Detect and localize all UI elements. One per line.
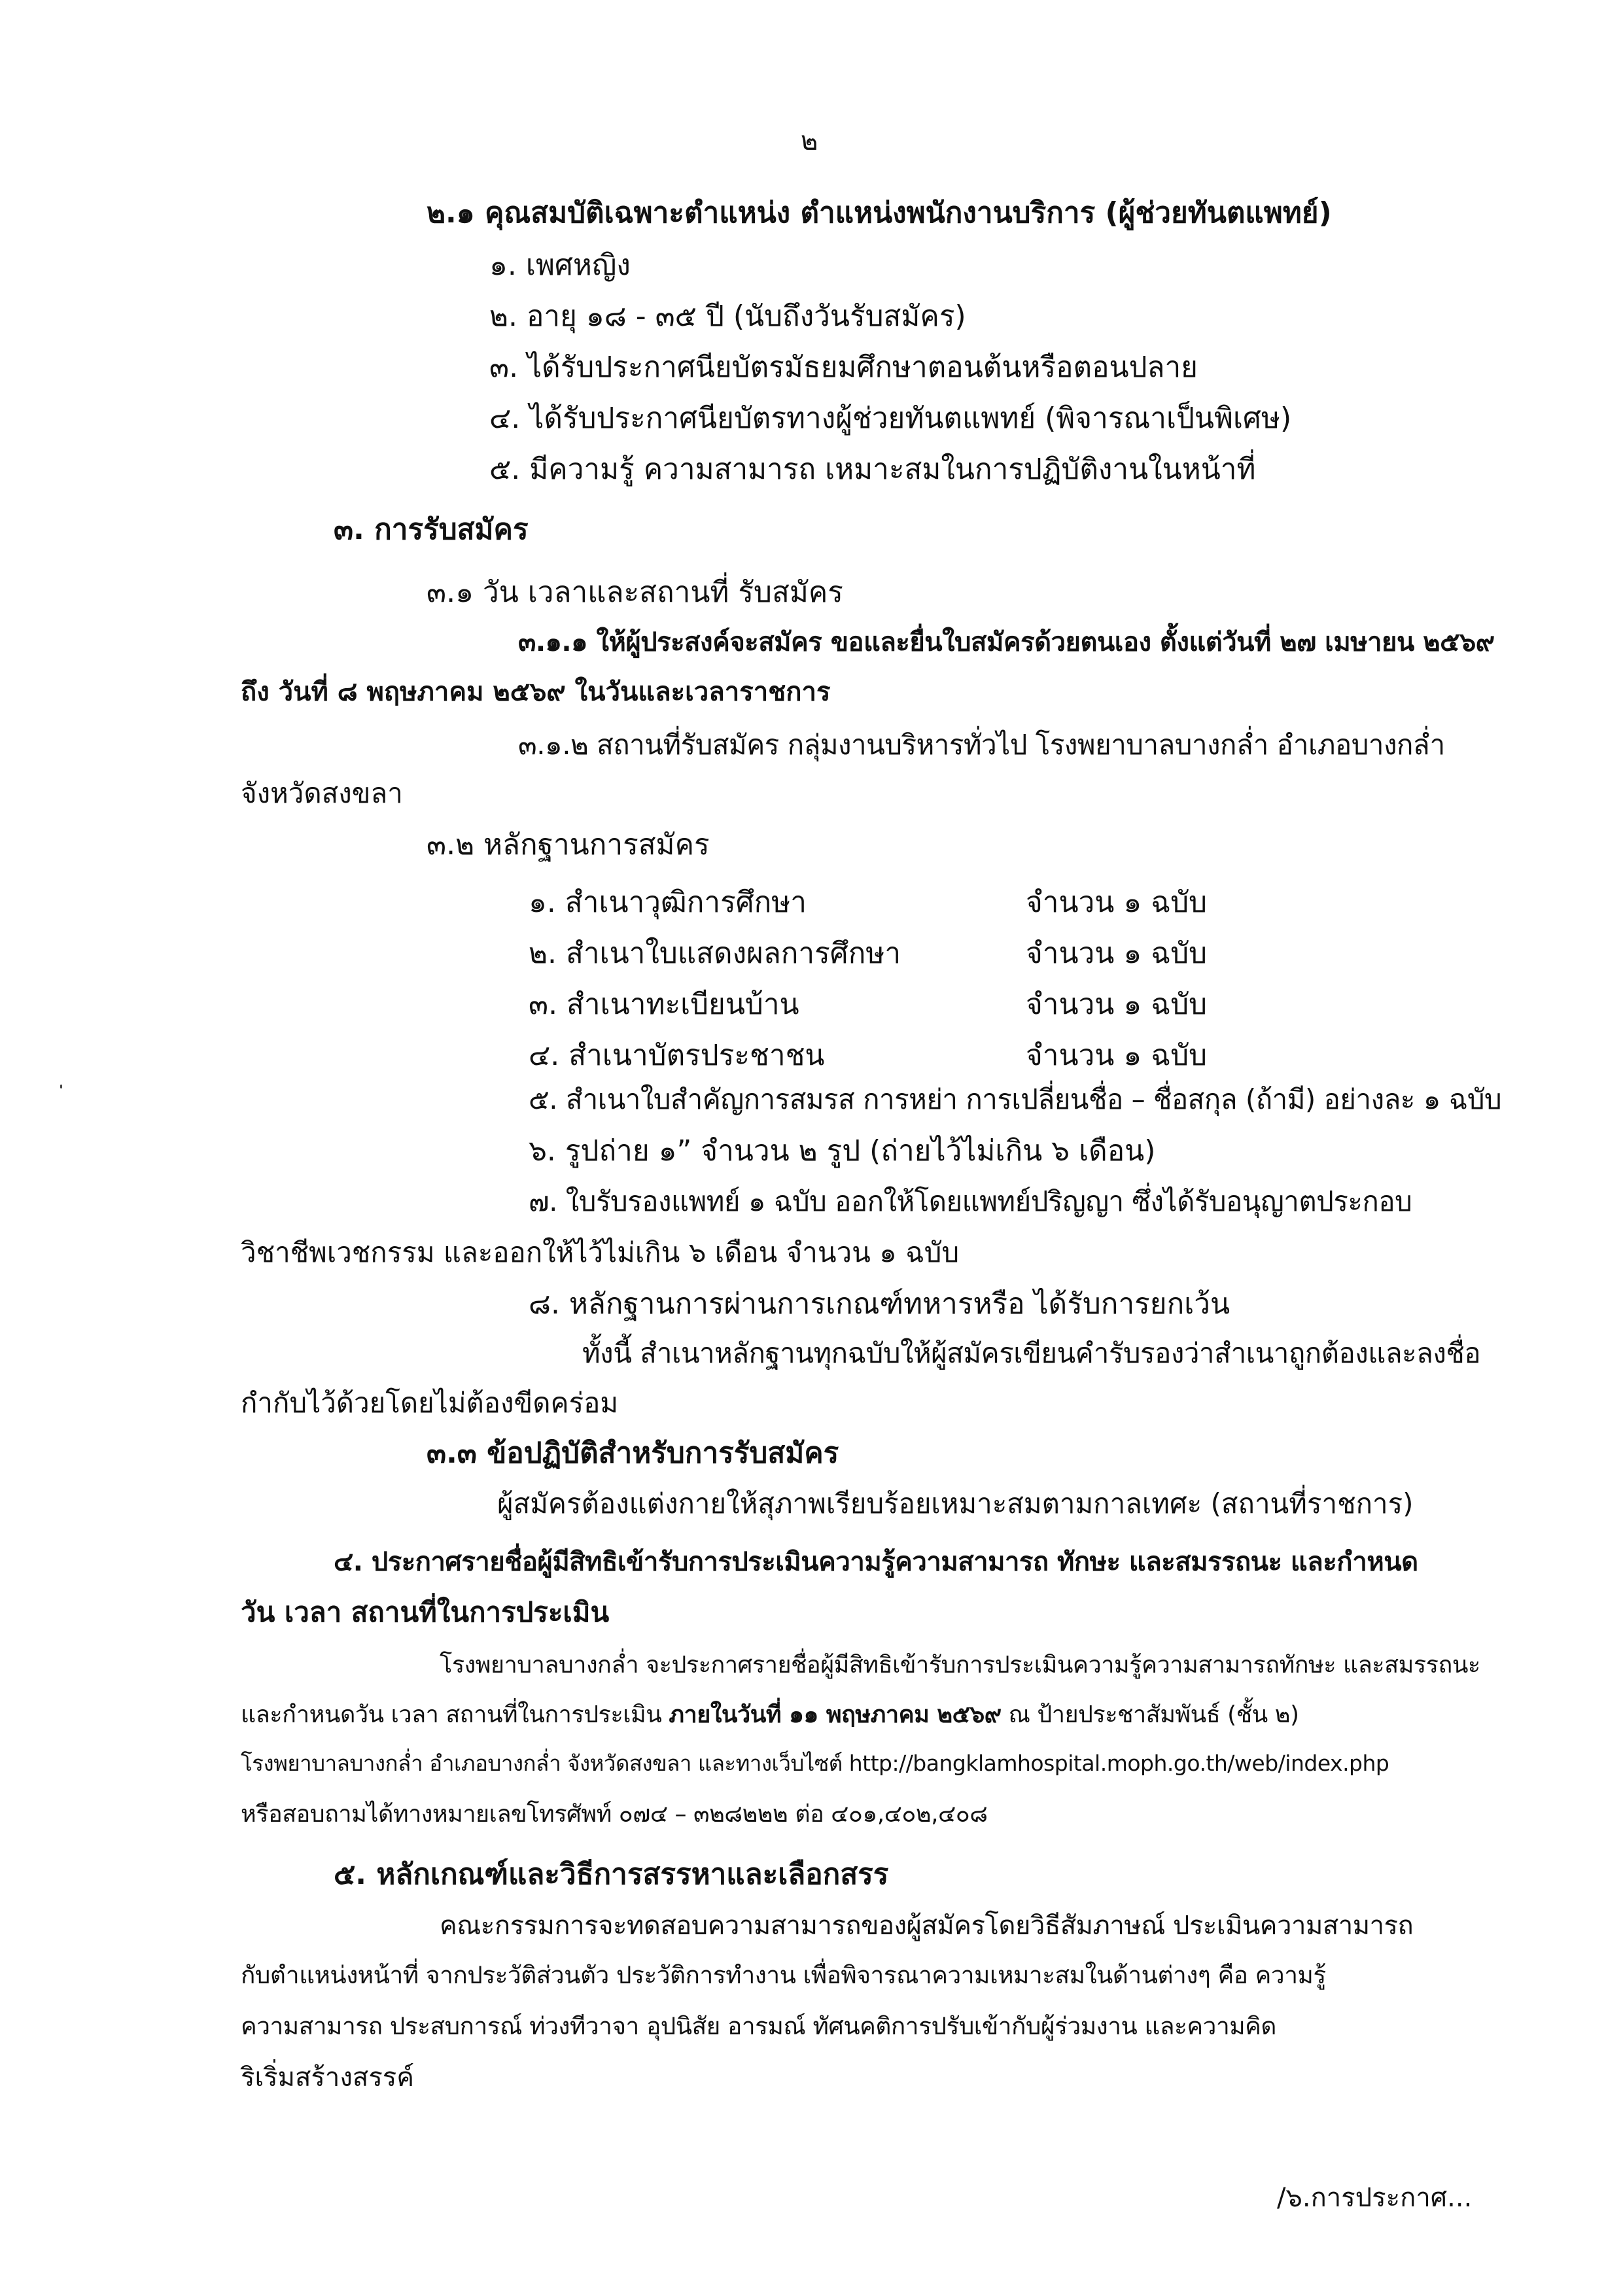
section-5-paragraph-line-1: คณะกรรมการจะทดสอบความสามารถของผู้สมัครโดยวิธีสัมภาษณ์ ประเมินความสามารถ [440,1911,1414,1941]
section-5-heading: ๕. หลักเกณฑ์และวิธีการสรรหาและเลือกสรร [334,1858,889,1891]
certification-note-line-1: ทั้งนี้ สำเนาหลักฐานทุกฉบับให้ผู้สมัครเขียนคำรับรองว่าสำเนาถูกต้องและลงชื่อ [582,1337,1481,1369]
certification-note-line-2: กำกับไว้ด้วยโดยไม่ต้องขีดคร่อม [241,1387,619,1419]
section-3-1-1-line-1: ๓.๑.๑ ให้ผู้ประสงค์จะสมัคร ขอและยื่นใบสมัครด้วยตนเอง ตั้งแต่วันที่ ๒๗ เมษายน ๒๕๖๙ [518,627,1495,657]
copy-item-label: ๓. สำเนาทะเบียนบ้าน [529,988,799,1021]
copy-item-count: จำนวน ๑ ฉบับ [1026,1039,1208,1072]
section-4-paragraph-line-4: หรือสอบถามได้ทางหมายเลขโทรศัพท์ ๐๗๔ – ๓๒๘๒๒๒ ต่อ ๔๐๑,๔๐๒,๔๐๘ [241,1801,988,1828]
section-3-3-text: ผู้สมัครต้องแต่งกายให้สุภาพเรียบร้อยเหมาะสมตามกาลเทศะ (สถานที่ราชการ) [497,1487,1414,1520]
copy-item-label: ๔. สำเนาบัตรประชาชน [529,1039,825,1072]
qualification-3: ๓. ได้รับประกาศนียบัตรมัธยมศึกษาตอนต้นหรือตอนปลาย [489,351,1198,384]
document-6: ๖. รูปถ่าย ๑” จำนวน ๒ รูป (ถ่ายไว้ไม่เกิน ๖ เดือน) [529,1134,1156,1168]
section-4-heading-line-2: วัน เวลา สถานที่ในการประเมิน [241,1596,610,1628]
section-4-paragraph-line-2 [241,1701,1299,1729]
speck-mark [60,1085,62,1088]
paragraph-text: ณ ป้ายประชาสัมพันธ์ (ชั้น ๒) [1001,1701,1299,1728]
section-4-paragraph-line-3: โรงพยาบาลบางกล่ำ อำเภอบางกล่ำ จังหวัดสงขลา และทางเว็บไซต์ http://bangklamhospital.moph.go.th/web/index.php [241,1750,1389,1776]
copy-item-count: จำนวน ๑ ฉบับ [1026,886,1208,919]
section-5-paragraph-line-3: ความสามารถ ประสบการณ์ ท่วงทีวาจา อุปนิสัย อารมณ์ ทัศนคติการปรับเข้ากับผู้ร่วมงาน และความคิด [241,2012,1276,2040]
section-4-heading-line-1: ๔. ประกาศรายชื่อผู้มีสิทธิเข้ารับการประเมินความรู้ความสามารถ ทักษะ และสมรรถนะ และกำหนด [334,1547,1418,1577]
section-4-paragraph-line-1: โรงพยาบาลบางกล่ำ จะประกาศรายชื่อผู้มีสิทธิเข้ารับการประเมินความรู้ความสามารถทักษะ และสมรรถนะ [440,1652,1480,1679]
qualification-5: ๕. มีความรู้ ความสามารถ เหมาะสมในการปฏิบัติงานในหน้าที่ [489,453,1256,486]
page-number: ๒ [801,126,818,156]
section-5-paragraph-line-2: กับตำแหน่งหน้าที่ จากประวัติส่วนตัว ประวัติการทำงาน เพื่อพิจารณาความเหมาะสมในด้านต่างๆ คือ ความรู้ [241,1961,1326,1989]
section-3-1-1-line-2: ถึง วันที่ ๘ พฤษภาคม ๒๕๖๙ ในวันและเวลาราชการ [241,677,831,707]
document-5: ๕. สำเนาใบสำคัญการสมรส การหย่า การเปลี่ยนชื่อ – ชื่อสกุล (ถ้ามี) อย่างละ ๑ ฉบับ [529,1083,1502,1115]
copy-item-label: ๑. สำเนาวุฒิการศึกษา [529,886,807,919]
copy-item-label: ๒. สำเนาใบแสดงผลการศึกษา [529,937,901,970]
qualification-1: ๑. เพศหญิง [489,249,631,282]
section-3-1-2-line-1: ๓.๑.๒ สถานที่รับสมัคร กลุ่มงานบริหารทั่วไป โรงพยาบาลบางกล่ำ อำเภอบางกล่ำ [518,729,1445,761]
paragraph-text: และกำหนดวัน เวลา สถานที่ในการประเมิน [241,1701,669,1728]
copy-item-count: จำนวน ๑ ฉบับ [1026,937,1208,970]
section-3-1-heading: ๓.๑ วัน เวลาและสถานที่ รับสมัคร [427,576,843,609]
document-7-line-1: ๗. ใบรับรองแพทย์ ๑ ฉบับ ออกให้โดยแพทย์ปริญญา ซึ่งได้รับอนุญาตประกอบ [529,1185,1412,1217]
section-3-3-heading: ๓.๓ ข้อปฏิบัติสำหรับการรับสมัคร [427,1436,839,1470]
document-7-line-2: วิชาชีพเวชกรรม และออกให้ไว้ไม่เกิน ๖ เดือน จำนวน ๑ ฉบับ [241,1236,960,1268]
document-8: ๘. หลักฐานการผ่านการเกณฑ์ทหารหรือ ได้รับการยกเว้น [529,1287,1230,1321]
continuation-note: /๖.การประกาศ... [1277,2183,1473,2213]
copy-item-count: จำนวน ๑ ฉบับ [1026,988,1208,1021]
section-2-1-heading: ๒.๑ คุณสมบัติเฉพาะตำแหน่ง ตำแหน่งพนักงานบริการ (ผู้ช่วยทันตแพทย์) [427,196,1332,230]
qualification-2: ๒. อายุ ๑๘ - ๓๕ ปี (นับถึงวันรับสมัคร) [489,300,966,333]
announcement-date: ภายในวันที่ ๑๑ พฤษภาคม ๒๕๖๙ [669,1701,1002,1728]
section-3-1-2-line-2: จังหวัดสงขลา [241,777,403,809]
section-3-2-heading: ๓.๒ หลักฐานการสมัคร [427,828,710,861]
section-3-heading: ๓. การรับสมัคร [334,513,529,546]
qualification-4: ๔. ได้รับประกาศนียบัตรทางผู้ช่วยทันตแพทย์ (พิจารณาเป็นพิเศษ) [489,402,1292,435]
section-5-paragraph-line-4: ริเริ่มสร้างสรรค์ [241,2062,415,2093]
